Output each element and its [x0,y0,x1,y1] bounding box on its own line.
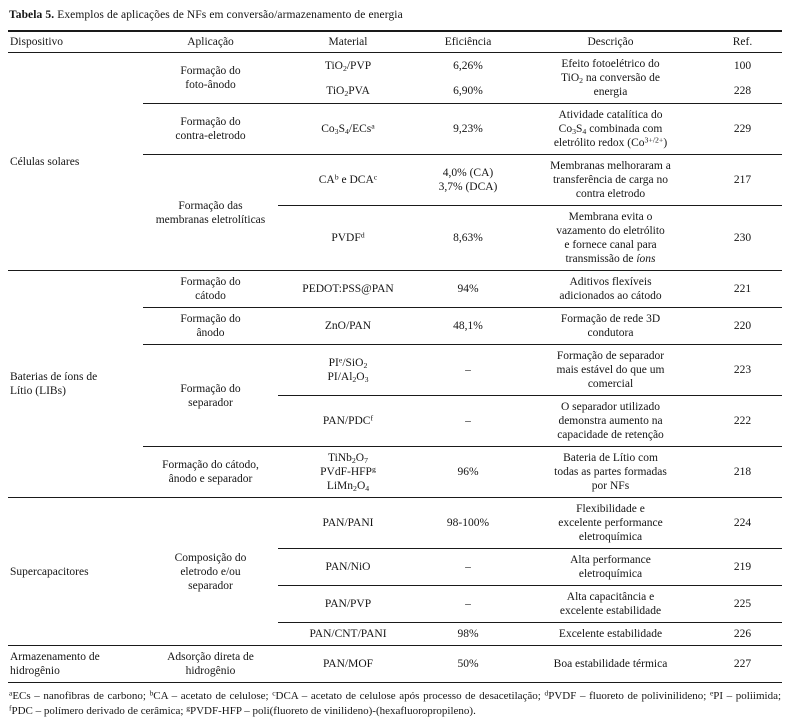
table-cell: 224 [703,498,782,549]
header-row [8,31,782,53]
table-row [8,53,782,79]
column-header-3: Material [278,31,418,53]
table-cell: 96% [418,447,518,498]
column-header-1: Dispositivo [8,31,143,53]
table-cell: 100 [733,59,752,72]
table-cell: 98% [418,623,518,646]
table-cell: 94% [418,271,518,308]
table-number-label: Tabela 5. [9,9,55,21]
column-header-2: Aplicação [143,31,278,53]
table-cell: Formação do cátodo [143,271,278,308]
table-cell: Bateria de Lítio com todas as partes formadas por NFs [518,447,703,498]
table-cell: Baterias de íons de Lítio (LIBs) [8,271,143,498]
table-cell: 230 [703,206,782,271]
table-cell: Atividade catalítica do $Co_3S_4$ combinada com eletrólito redox $(Co^{3+/2+})$ [518,104,703,155]
table-cell: Formação das membranas eletrolíticas [143,155,278,271]
table-row [8,498,782,549]
table-cell: Membranas melhoraram a transferência de carga no contra eletrodo [518,155,703,206]
table-cell: PEDOT:PSS@PAN [278,271,418,308]
table-cell: 6,26% [453,59,483,72]
table-caption-text: Exemplos de aplicações de NFs em conversão/armazenamento de energia [54,9,403,21]
table-header [8,31,782,53]
table-cell: Formação de rede 3D condutora [518,308,703,345]
table-cell: 219 [703,549,782,586]
table-cell: Alta capacitância e excelente estabilidade [518,586,703,623]
table-cell: PVDF$^d$ [278,206,418,271]
table-cell: $Co_3S_4/ECs^a$ [278,104,418,155]
table-cell: 8,63% [418,206,518,271]
table-cell: – [418,396,518,447]
table-cell: $PI^e/SiO_2$ $PI/Al_2O_3$ [278,345,418,396]
table-cell: ZnO/PAN [278,308,418,345]
table-cell: Formação do separador [143,345,278,447]
table-body [8,53,782,683]
table-cell: Formação do cátodo, ânodo e separador [143,447,278,498]
table-cell: – [418,549,518,586]
column-header-6: Ref. [703,31,782,53]
table-cell: Boa estabilidade térmica [553,658,668,670]
table-cell: Células solares [8,53,143,271]
table-cell: 98-100% [418,498,518,549]
table-cell: 227 [733,658,752,670]
table-cell: Formação de separador mais estável do que um comercial [518,345,703,396]
table-cell: 226 [703,623,782,646]
table-cell: 9,23% [418,104,518,155]
table-cell: TiO$_2$PVA [278,78,418,104]
table-cell: Armazenamento de hidrogênio [10,651,100,677]
table-cell: Supercapacitores [8,498,143,646]
table-cell: 218 [703,447,782,498]
table-title [9,8,782,23]
table-cell: 222 [703,396,782,447]
table-cell: – [418,586,518,623]
table-cell: Formação do foto-ânodo [143,53,278,104]
table-cell: PAN/PANI [278,498,418,549]
column-header-5: Descrição [518,31,703,53]
table-cell: Formação do ânodo [143,308,278,345]
table-cell: 50% [457,658,479,670]
table-cell: Efeito fotoelétrico do TiO$_2$ na conversão de energia [518,53,703,104]
table-cell: O separador utilizado demonstra aumento na capacidade de retenção [518,396,703,447]
table-cell: TiO$_2$/PVP [324,59,372,73]
table-footnote: $^a$ECs – nanofibras de carbono; $^b$CA – acetato de celulose; $^c$DCA – acetato de celulose após processo de desacetilação; $^d$PVDF – fluoreto de polivinilideno; $^e$PI – poliimida; $^f$PDC – polímero derivado de cerâmica; $^g$PVDF-HFP – poli(fluoreto de vinilideno)-(hexafluoropropileno). [9,688,782,717]
table-cell: PAN/PVP [278,586,418,623]
table-cell: Adsorção direta de hidrogênio [167,651,254,677]
table-row [8,271,782,308]
table-cell: 217 [703,155,782,206]
table-cell: 225 [703,586,782,623]
table-cell: PAN/CNT/PANI [278,623,418,646]
column-header-4: Eficiência [418,31,518,53]
table-cell: PAN/PDC$^f$ [278,396,418,447]
table-cell: PAN/MOF [322,658,374,670]
table-cell: Formação do contra-eletrodo [143,104,278,155]
table-cell: 221 [703,271,782,308]
table-cell: 48,1% [418,308,518,345]
table-cell: 220 [703,308,782,345]
table-cell: 229 [703,104,782,155]
table-cell: $CA^b$ e DCA$^c$ [278,155,418,206]
table-cell: 228 [703,78,782,104]
table-cell: Flexibilidade e excelente performance eletroquímica [518,498,703,549]
table-cell: 223 [703,345,782,396]
table-cell: Alta performance eletroquímica [518,549,703,586]
data-table [8,30,782,683]
table-cell: Membrana evita o vazamento do eletrólito e fornece canal para transmissão de íons [518,206,703,271]
table-row [8,646,782,683]
table-cell: 6,90% [418,78,518,104]
table-cell: Aditivos flexíveis adicionados ao cátodo [518,271,703,308]
table-cell: $TiNb_2O_7$ PVdF-HFP$^g$ $LiMn_2O_4$ [278,447,418,498]
table-cell: – [418,345,518,396]
table-cell: Excelente estabilidade [518,623,703,646]
table-cell: 4,0% (CA) 3,7% (DCA) [418,155,518,206]
table-cell: PAN/NiO [278,549,418,586]
table-cell: Composição do eletrodo e/ou separador [143,498,278,646]
